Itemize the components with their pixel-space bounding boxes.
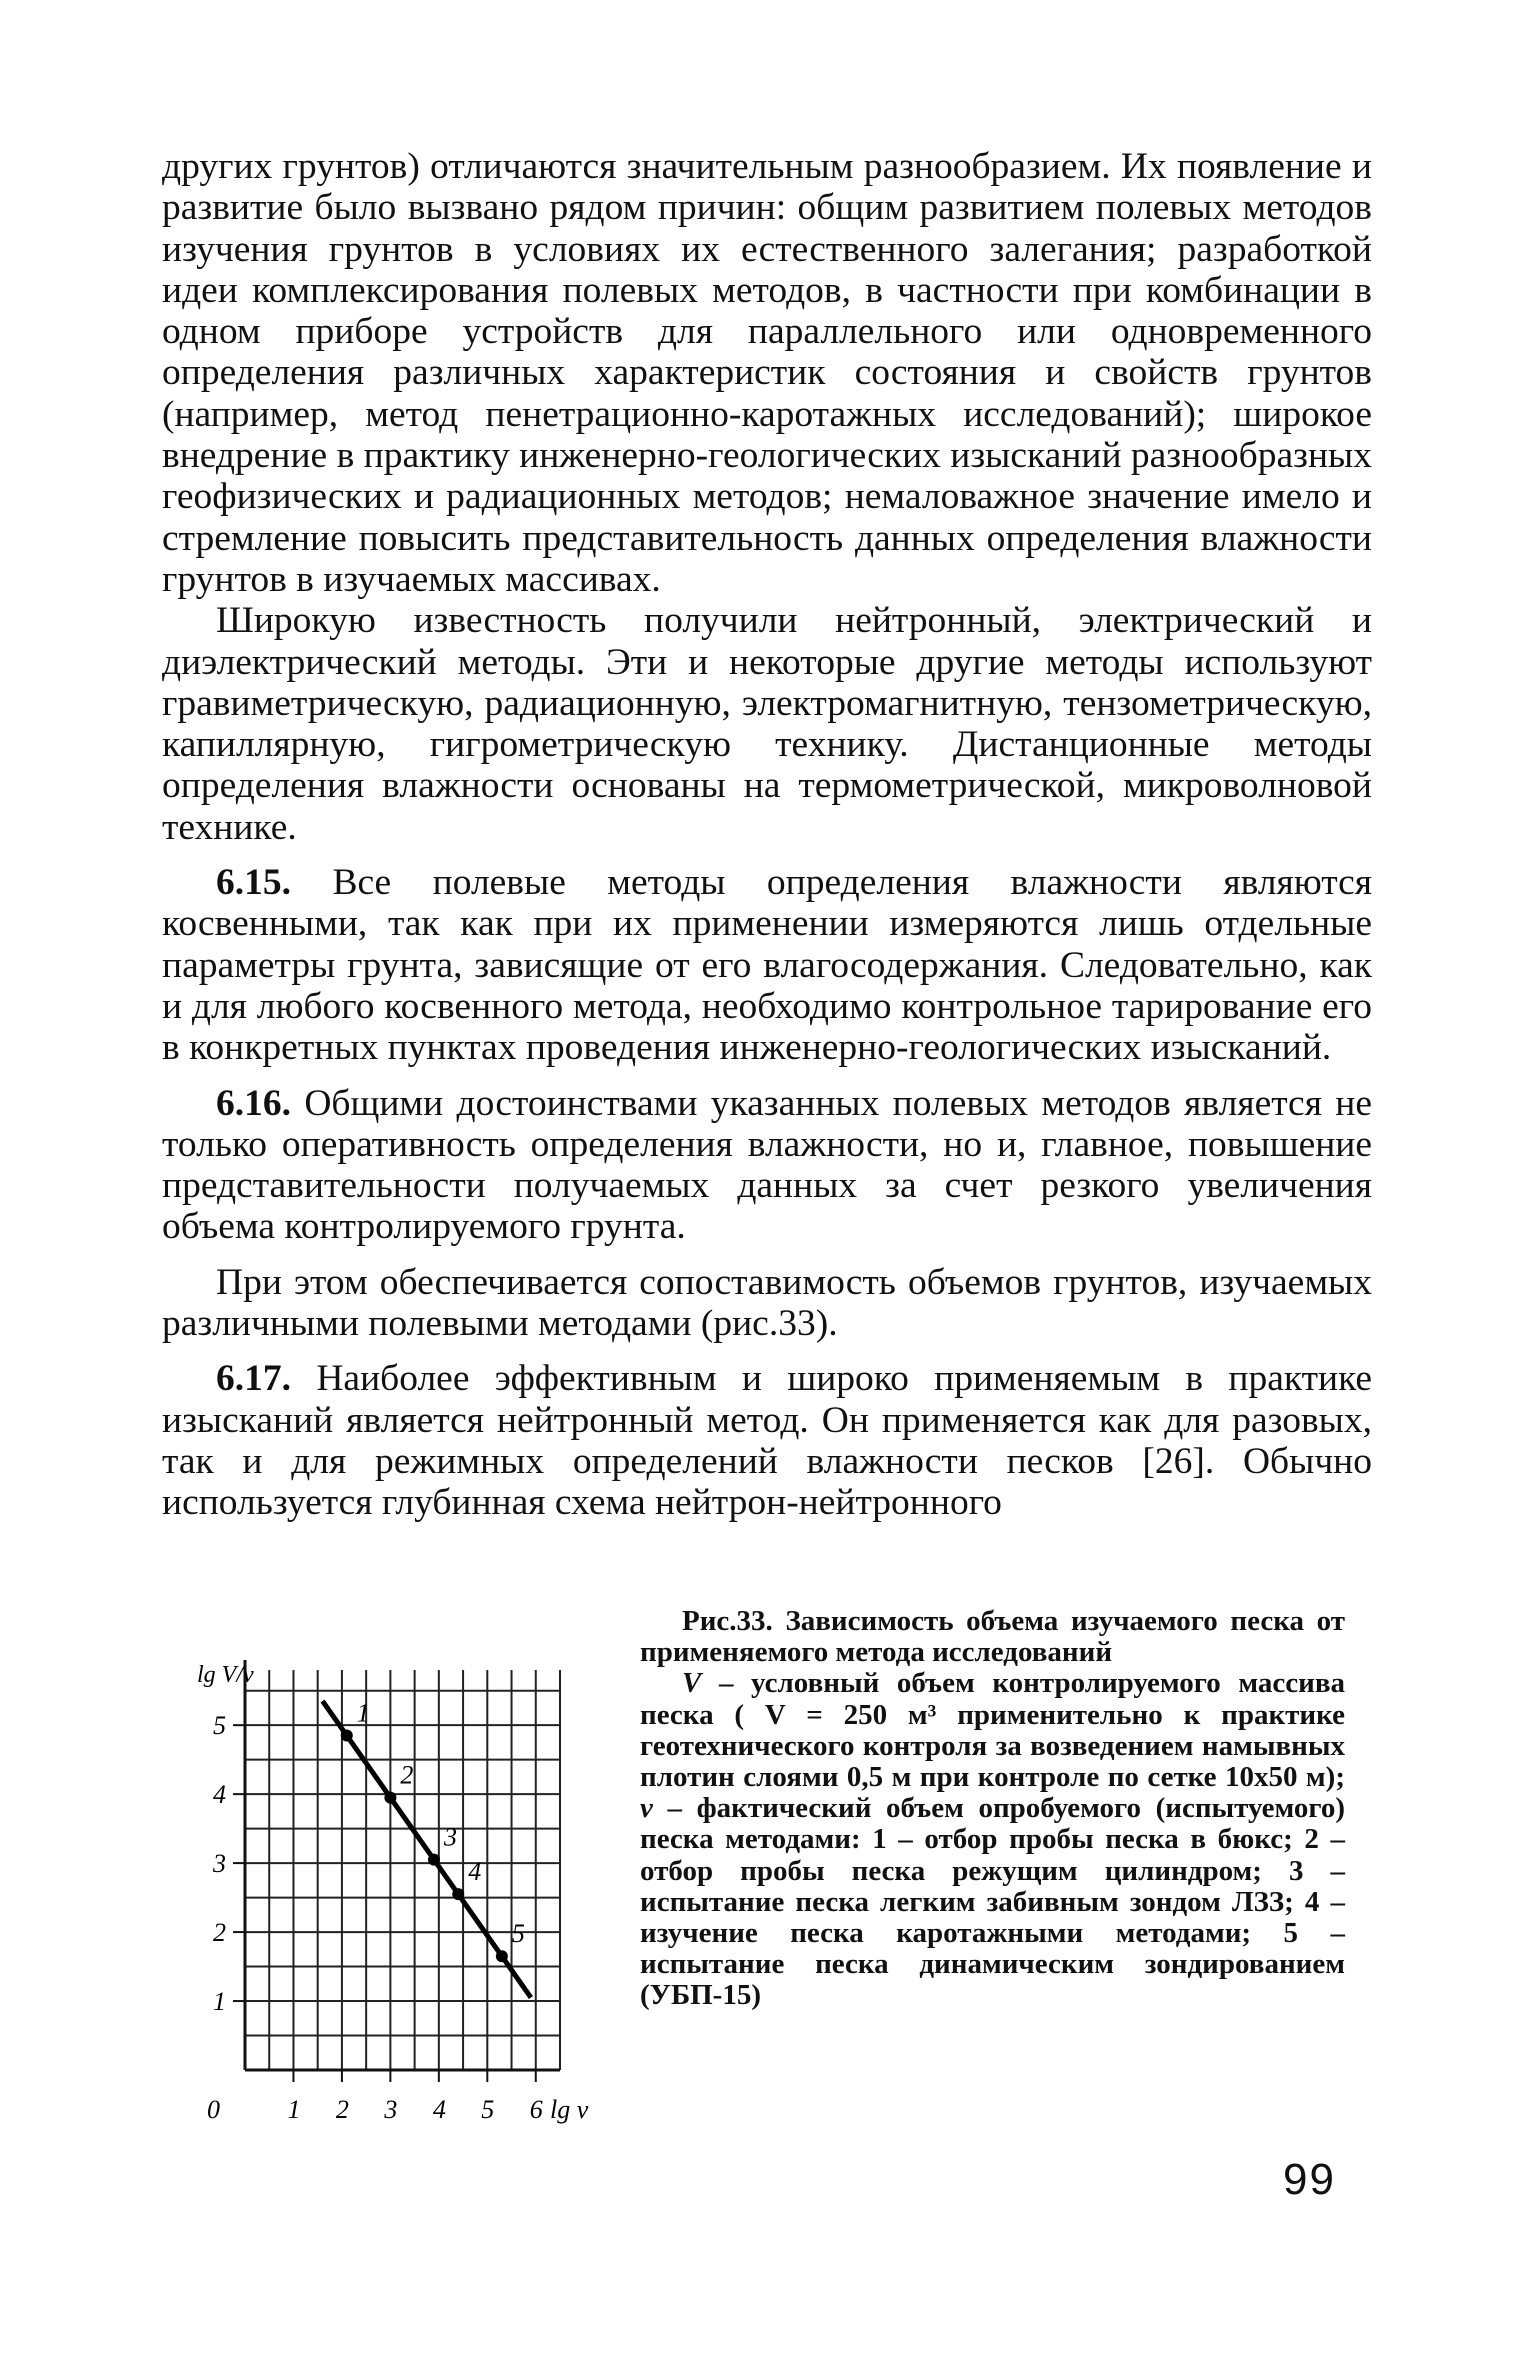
data-point-label-5: 5 [511, 1919, 525, 1949]
y-axis-label: lg V/v [197, 1662, 254, 1688]
figure-33-chart [195, 1595, 620, 2195]
data-point-1 [341, 1730, 353, 1742]
data-point-5 [496, 1950, 508, 1962]
paragraph-comparability: При этом обеспечивается сопоставимость объемов грунтов, изучаемых различными полевыми методами (рис.33). [162, 1261, 1372, 1345]
y-tick-label: 4 [213, 1780, 226, 1810]
caption-V-definition [640, 1668, 1345, 2011]
paragraph-6-16-text: Общими достоинствами указанных полевых методов является не только оперативность определения влажности, но и, главное, повышение представительности получаемых данных за счет резкого увеличения объема контролируемого грунта. [162, 1082, 1372, 1248]
x-tick-label: 5 [481, 2095, 495, 2124]
figure-caption [640, 1606, 1345, 2012]
page-number: 99 [1283, 2155, 1336, 2204]
paragraph-2: Широкую известность получили нейтронный, электрический и диэлектрический методы. Эти и некоторые другие методы используют гравиметрическую, радиационную, электромагнитную, тензометрическую, капиллярную, гигрометрическую технику. Дистанционные методы определения влажности основаны на термометрической, микроволновой технике. [162, 600, 1372, 848]
paragraph-1: других грунтов) отличаются значительным разнообразием. Их появление и развитие было вызвано рядом причин: общим развитием полевых методов изучения грунтов в условиях их естественного залегания; разработкой идеи комплексирования полевых методов, в частности при комбинации в одном приборе устройств для параллельного или одновременного определения различных характеристик состояния и свойств грунтов (например, метод пенетрационно-каротажных исследований); широкое внедрение в практику инженерно-геологических изысканий разнообразных геофизических и радиационных методов; немаловажное значение имело и стремление повысить представительность данных определения влажности грунтов в изучаемых массивах. [162, 146, 1372, 600]
origin-label: 0 [207, 2095, 220, 2124]
data-point-label-4: 4 [468, 1857, 482, 1887]
x-tick-label: 3 [384, 2095, 398, 2124]
caption-v-text: – фактический объем опробуемого (испытуемого) песка методами: 1 – отбор пробы песка в бюкс; 2 – отбор пробы песка режущим цилиндром; 3 – испытание песка легким забивным зондом ЛЗЗ; 4 – изучение песка каротажными методами; 5 – испытание песка динамическим зондированием (УБП-15) [640, 1792, 1345, 2012]
caption-V-text: – условный объем контролируемого массива песка ( V = 250 м³ применительно к практике геотехнического контроля за возведением намывных плотин слоями 0,5 м при контроле по сетке 10x50 м); [640, 1667, 1345, 1794]
section-number-6-15: 6.15. [216, 862, 291, 904]
figure-33 [195, 1595, 620, 2195]
x-tick-label: 2 [335, 2095, 349, 2124]
data-point-label-3: 3 [444, 1822, 457, 1852]
chart-marks [323, 1698, 531, 1998]
y-tick-label: 2 [213, 1918, 226, 1948]
paragraph-6-15-text: Все полевые методы определения влажности являются косвенными, так как при их применении измеряются лишь отдельные параметры грунта, зависящие от его влагосодержания. Следовательно, как и для любого косвенного метода, необходимо контрольное тарирование его в конкретных пунктах проведения инженерно-геологических изысканий. [162, 862, 1372, 1069]
x-tick-label: 1 [287, 2095, 301, 2124]
data-point-2 [384, 1792, 396, 1804]
caption-V-symbol: V [682, 1667, 702, 1700]
main-text [162, 146, 1372, 1524]
section-number-6-16: 6.16. [216, 1082, 291, 1124]
chart-labels [197, 1662, 589, 2124]
x-tick-label: 6 [529, 2095, 543, 2124]
data-point-label-2: 2 [400, 1760, 414, 1790]
x-tick-label: 4 [432, 2095, 446, 2124]
data-point-4 [452, 1888, 464, 1900]
data-point-label-1: 1 [356, 1698, 370, 1728]
paragraph-6-17-text: Наиболее эффективным и широко применяемым в практике изысканий является нейтронный метод. Он применяется как для разовых, так и для режимных определений влажности песков [26]. Обычно используется глубинная схема нейтрон-нейтронного [162, 1358, 1372, 1524]
caption-title: Рис.33. Зависимость объема изучаемого песка от применяемого метода исследований [640, 1605, 1345, 1669]
x-axis-label: lg v [550, 2095, 589, 2124]
section-number-6-17: 6.17. [216, 1358, 291, 1400]
y-tick-label: 3 [213, 1849, 226, 1879]
paragraph-6-17 [162, 1358, 1372, 1523]
chart-grid [245, 1670, 560, 2070]
caption-v-symbol: v [640, 1792, 653, 1825]
y-tick-label: 1 [213, 1987, 226, 2017]
paragraph-6-16 [162, 1083, 1372, 1248]
data-point-3 [428, 1854, 440, 1866]
y-tick-label: 5 [213, 1711, 226, 1741]
paragraph-6-15 [162, 862, 1372, 1068]
